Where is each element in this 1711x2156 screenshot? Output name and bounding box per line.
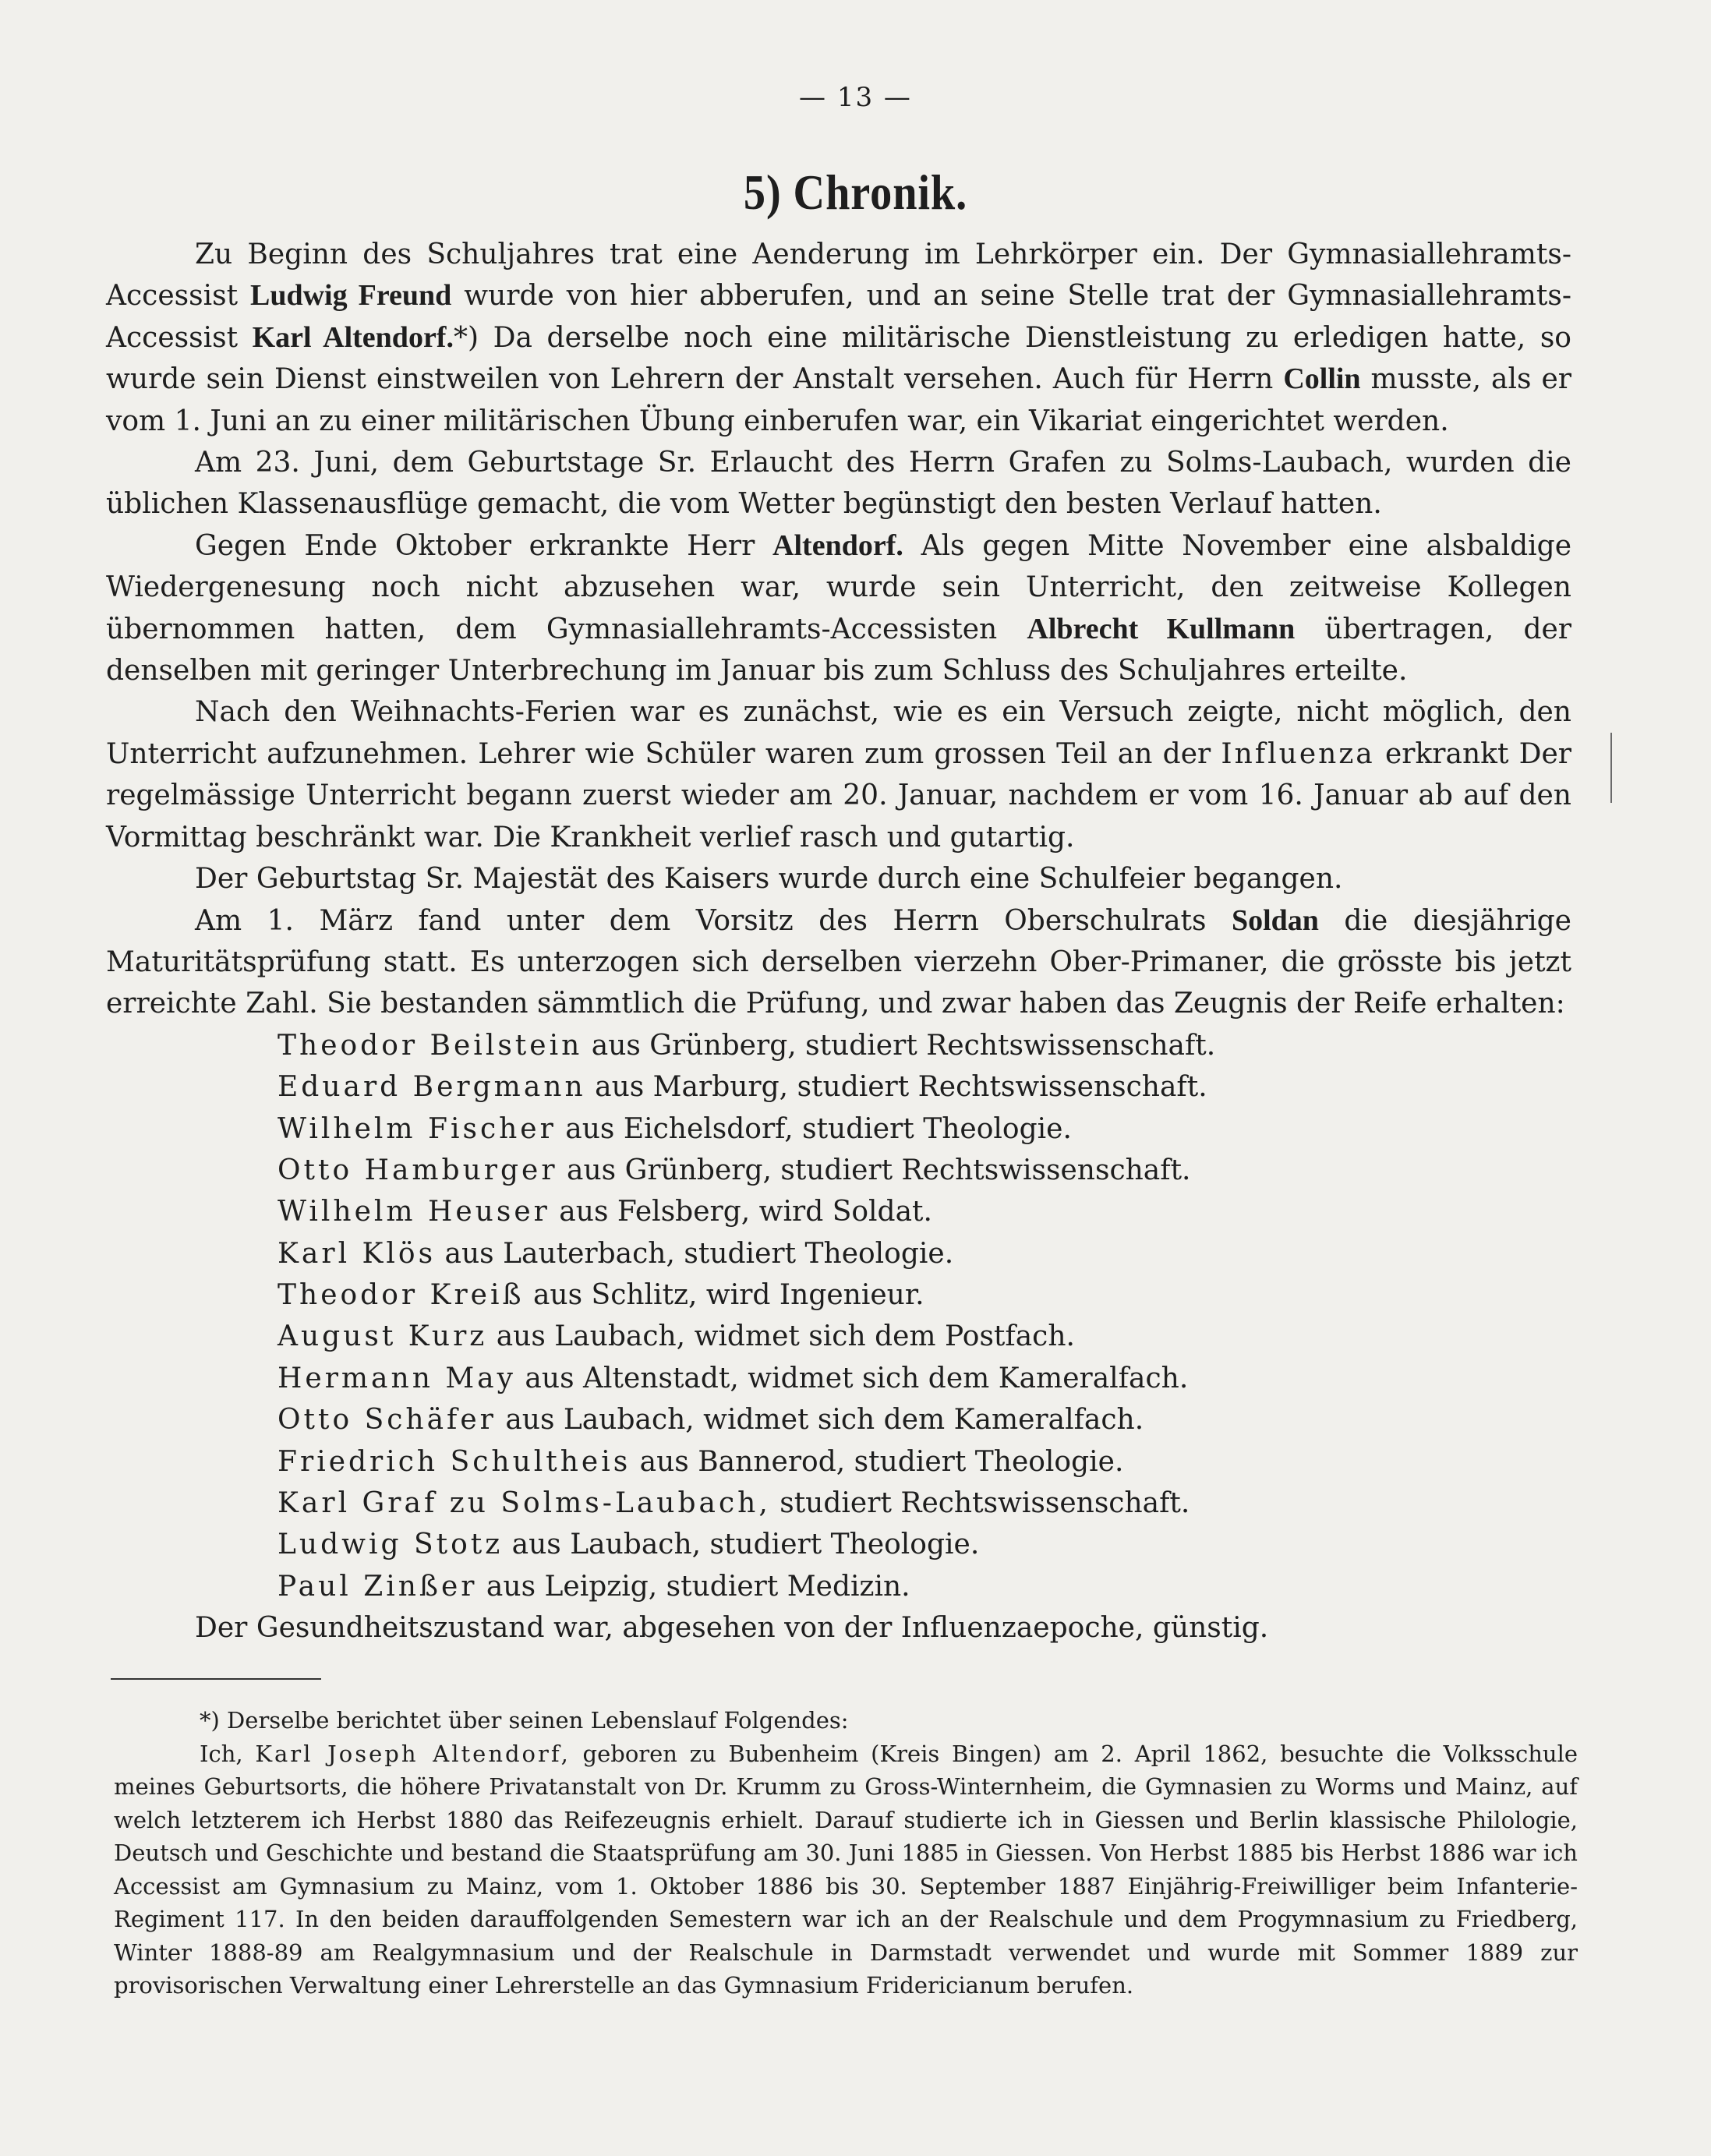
list-item: Ludwig Stotz aus Laubach, studiert Theologie.	[278, 1529, 980, 1561]
section-title: 5) Chronik.	[743, 164, 968, 220]
graduate-name: Friedrich Schultheis	[278, 1445, 631, 1478]
list-item: August Kurz aus Laubach, widmet sich dem Postfach.	[278, 1320, 1075, 1353]
graduate-name: Wilhelm Fischer	[278, 1112, 557, 1145]
list-item: Paul Zinßer aus Leipzig, studiert Medizin.	[278, 1570, 910, 1603]
list-item: Wilhelm Heuser aus Felsberg, wird Soldat.	[278, 1196, 932, 1228]
paragraph-staff-changes: Zu Beginn des Schuljahres trat eine Aenderung im Lehrkörper ein. Der Gymnasiallehramts-Accessist Ludwig Freund wurde von hier abberufen, und an seine Stelle trat der Gymnasiallehramts-Accessist Karl Altendorf.*) Da derselbe noch eine militärische Dienstleistung zu erledigen hatte, so wurde sein Dienst einstweilen von Lehrern der Anstalt versehen. Auch für Herrn Collin musste, als er vom 1. Juni an zu einer militärischen Übung einberufen war, ein Vikariat eingerichtet werden.	[106, 239, 1572, 437]
name-collin: Collin	[1283, 362, 1361, 396]
list-item: Friedrich Schultheis aus Bannerod, studiert Theologie.	[278, 1445, 1124, 1478]
name-karl-altendorf: Karl Altendorf.	[252, 320, 454, 354]
margin-mark	[1610, 733, 1612, 803]
chronicle-body	[106, 234, 1571, 1649]
graduate-name: Theodor Kreiß	[278, 1279, 525, 1312]
footnote-divider	[111, 1678, 321, 1680]
graduate-name: Karl Klös	[278, 1237, 437, 1270]
paragraph-health: Der Gesundheitszustand war, abgesehen von der Influenzaepoche, günstig.	[195, 1612, 1269, 1645]
name-soldan: Soldan	[1231, 903, 1319, 937]
list-item: Eduard Bergmann aus Marburg, studiert Rechtswissenschaft.	[278, 1071, 1207, 1104]
graduate-name: Hermann May	[278, 1362, 516, 1394]
list-item: Theodor Beilstein aus Grünberg, studiert Rechtswissenschaft.	[278, 1029, 1216, 1062]
list-item: Otto Hamburger aus Grünberg, studiert Rechtswissenschaft.	[278, 1154, 1191, 1186]
page-number: — 13 —	[799, 82, 912, 113]
paragraph-maturity-exam: Am 1. März fand unter dem Vorsitz des Herrn Oberschulrats Soldan die diesjährige Maturitätsprüfung statt. Es unterzogen sich derselben vierzehn Ober-Primaner, die grösste bis jetzt erreichte Zahl. Sie bestanden sämmtlich die Prüfung, und zwar haben das Zeugnis der Reife erhalten:	[106, 903, 1571, 1020]
list-item: Theodor Kreiß aus Schlitz, wird Ingenieur.	[278, 1279, 924, 1312]
graduate-name: Eduard Bergmann	[278, 1071, 586, 1104]
graduate-name: Otto Schäfer	[278, 1404, 497, 1437]
graduate-name: August Kurz	[278, 1320, 488, 1353]
name-altendorf: Altendorf.	[772, 528, 903, 562]
list-item: Otto Schäfer aus Laubach, widmet sich dem Kameralfach.	[278, 1404, 1144, 1437]
name-albrecht-kullmann: Albrecht Kullmann	[1027, 612, 1296, 645]
name-karl-joseph-altendorf: Karl Joseph Altendorf,	[255, 1740, 571, 1767]
footnote	[114, 1704, 1578, 2002]
graduate-name: Ludwig Stotz	[278, 1529, 504, 1561]
name-ludwig-freund: Ludwig Freund	[250, 279, 452, 313]
graduate-name: Otto Hamburger	[278, 1154, 558, 1186]
list-item: Hermann May aus Altenstadt, widmet sich dem Kameralfach.	[278, 1362, 1189, 1394]
paragraph-class-excursions: Am 23. Juni, dem Geburtstage Sr. Erlaucht des Herrn Grafen zu Solms-Laubach, wurden die üblichen Klassenausflüge gemacht, die vom Wetter begünstigt den besten Verlauf hatten.	[106, 447, 1571, 521]
paragraph-illness: Gegen Ende Oktober erkrankte Herr Altendorf. Als gegen Mitte November eine alsbaldige Wiedergenesung noch nicht abzusehen war, wurde sein Unterricht, den zeitweise Kollegen übernommen hatten, dem Gymnasiallehramts-Accessisten Albrecht Kullmann übertragen, der denselben mit geringer Unterbrechung im Januar bis zum Schluss des Schuljahres erteilte.	[106, 528, 1572, 687]
list-item: Karl Graf zu Solms-Laubach, studiert Rechtswissenschaft.	[278, 1487, 1190, 1520]
graduate-name: Wilhelm Heuser	[278, 1196, 550, 1228]
graduate-name: Paul Zinßer	[278, 1570, 478, 1603]
list-item: Wilhelm Fischer aus Eichelsdorf, studiert Theologie.	[278, 1112, 1072, 1145]
word-influenza: Influenza	[1221, 737, 1375, 770]
graduates-list	[106, 1025, 1571, 1607]
paragraph-emperor-birthday: Der Geburtstag Sr. Majestät des Kaisers wurde durch eine Schulfeier begangen.	[195, 863, 1343, 896]
graduate-name: Karl Graf zu Solms-Laubach,	[278, 1487, 771, 1520]
list-item: Karl Klös aus Lauterbach, studiert Theologie.	[278, 1237, 954, 1270]
graduate-name: Theodor Beilstein	[278, 1029, 583, 1062]
footnote-lead: *) Derselbe berichtet über seinen Lebenslauf Folgendes:	[200, 1707, 849, 1734]
paragraph-influenza: Nach den Weihnachts-Ferien war es zunächst, wie es ein Versuch zeigte, nicht möglich, den Unterricht aufzunehmen. Lehrer wie Schüler waren zum grossen Teil an der Influenza erkrankt Der regelmässige Unterricht begann zuerst wieder am 20. Januar, nachdem er vom 16. Januar ab auf den Vormittag beschränkt war. Die Krankheit verlief rasch und gutartig.	[106, 696, 1571, 854]
footnote-text: Ich, Karl Joseph Altendorf, geboren zu Bubenheim (Kreis Bingen) am 2. April 1862, besuchte die Volksschule meines Geburtsorts, die höhere Privatanstalt von Dr. Krumm zu Gross-Winternheim, die Gymnasien zu Worms und Mainz, auf welch letzterem ich Herbst 1880 das Reifezeugnis erhielt. Darauf studierte ich in Giessen und Berlin klassische Philologie, Deutsch und Geschichte und bestand die Staatsprüfung am 30. Juni 1885 in Giessen. Von Herbst 1885 bis Herbst 1886 war ich Accessist am Gymnasium zu Mainz, vom 1. Oktober 1886 bis 30. September 1887 Einjährig-Freiwilliger beim Infanterie-Regiment 117. In den beiden darauffolgenden Semestern war ich an der Realschule und dem Progymnasium zu Friedberg, Winter 1888-89 am Realgymnasium und der Realschule in Darmstadt verwendet und wurde mit Sommer 1889 zur provisorischen Verwaltung einer Lehrerstelle an das Gymnasium Fridericianum berufen.	[114, 1740, 1578, 1999]
